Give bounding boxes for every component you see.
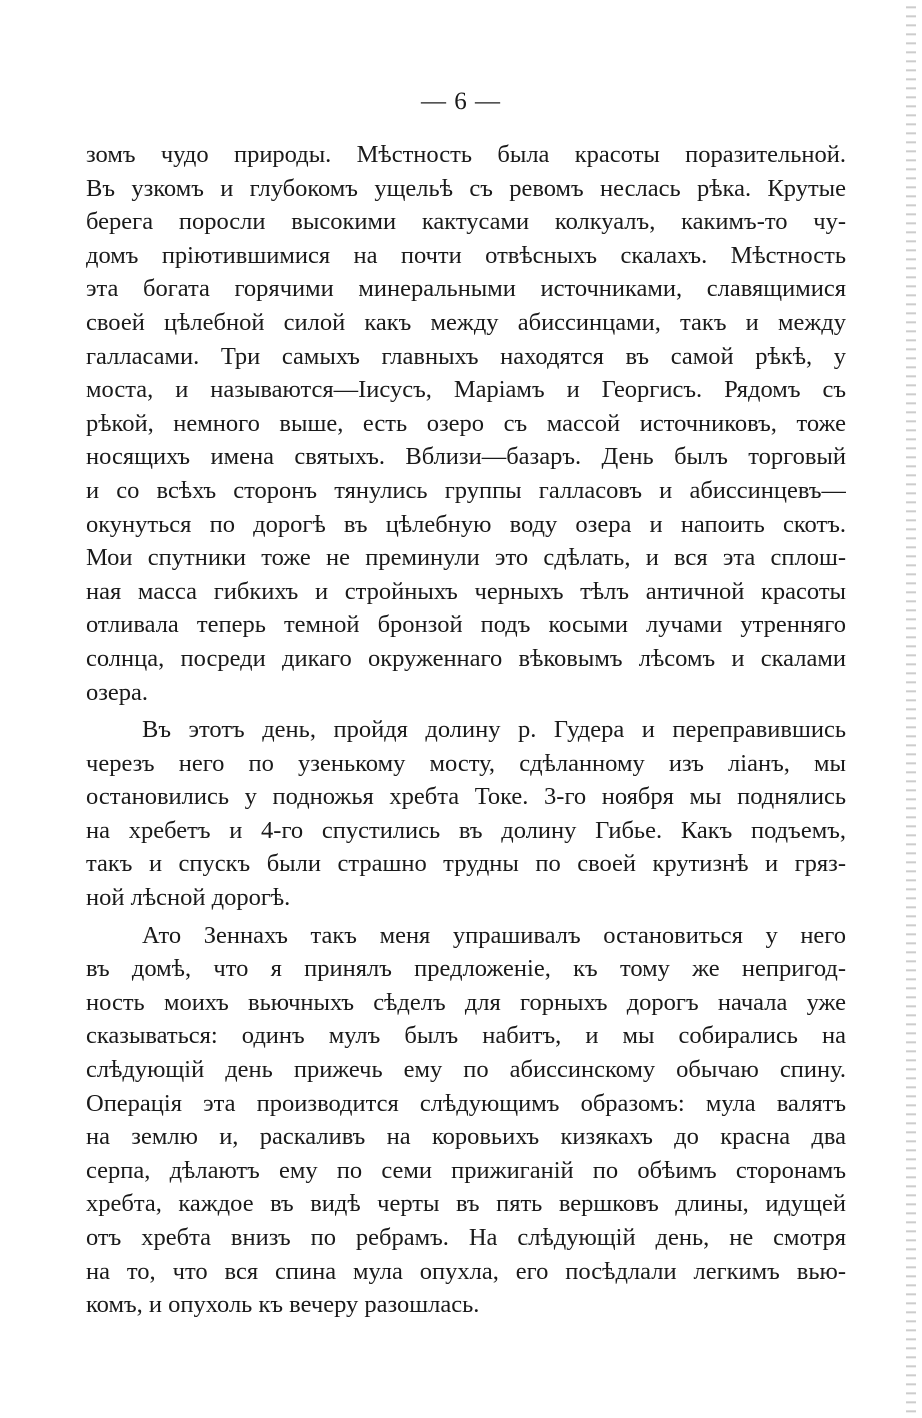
paragraph xyxy=(86,138,846,709)
text-line: Ато Зеннахъ такъ меня упрашивалъ остановиться у него xyxy=(142,921,846,949)
text-line: ность моихъ вьючныхъ сѣделъ для горныхъ дорогъ начала уже xyxy=(86,988,846,1016)
text-line: слѣдующій день прижечь ему по абиссинскому обычаю спину. xyxy=(86,1056,846,1084)
page-number: — 6 — xyxy=(421,88,501,115)
text-line: Въ этотъ день, пройдя долину р. Гудера и переправившись xyxy=(142,716,846,744)
text-line: озера. xyxy=(86,678,149,706)
text-line: ная масса гибкихъ и стройныхъ черныхъ тѣлъ античной красоты xyxy=(86,577,846,605)
text-line: носящихъ имена святыхъ. Вблизи—базаръ. День былъ торговый xyxy=(86,443,846,471)
text-line: галласами. Три самыхъ главныхъ находятся въ самой рѣкѣ, у xyxy=(86,342,846,370)
text-line: хребта, каждое въ видѣ черты въ пять вершковъ длины, идущей xyxy=(86,1190,846,1218)
paragraph xyxy=(86,919,846,1322)
text-line: на землю и, раскаливъ на коровьихъ кизякахъ до красна два xyxy=(86,1123,846,1151)
text-line: и со всѣхъ сторонъ тянулись группы галласовъ и абиссинцевъ— xyxy=(86,476,846,504)
text-line: окунуться по дорогѣ въ цѣлебную воду озера и напоить скотъ. xyxy=(86,510,846,538)
body-text xyxy=(86,138,846,1322)
text-line: остановились у подножья хребта Токе. 3-го ноября мы поднялись xyxy=(86,783,846,811)
text-line: своей цѣлебной силой какъ между абиссинцами, такъ и между xyxy=(86,308,846,336)
text-line: въ домѣ, что я принялъ предложеніе, къ тому же непригод- xyxy=(86,955,846,983)
text-line: берега поросли высокими кактусами колкуалъ, какимъ-то чу- xyxy=(86,208,846,236)
text-line: рѣкой, немного выше, есть озеро съ массой источниковъ, тоже xyxy=(86,409,846,437)
text-line: эта богата горячими минеральными источниками, славящимися xyxy=(86,275,846,303)
scan-edge-artifact xyxy=(906,0,916,1418)
text-line: солнца, посреди дикаго окруженнаго вѣковымъ лѣсомъ и скалами xyxy=(86,644,846,672)
text-line: отливала теперь темной бронзой подъ косыми лучами утренняго xyxy=(86,611,846,639)
text-line: серпа, дѣлаютъ ему по семи прижиганій по обѣимъ сторонамъ xyxy=(86,1156,846,1184)
text-line: на хребетъ и 4-го спустились въ долину Гибье. Какъ подъемъ, xyxy=(86,816,846,844)
text-line: на то, что вся спина мула опухла, его посѣдлали легкимъ вью- xyxy=(86,1257,846,1285)
text-line: домъ пріютившимися на почти отвѣсныхъ скалахъ. Мѣстность xyxy=(86,241,846,269)
paragraph xyxy=(86,713,846,915)
text-line: Мои спутники тоже не преминули это сдѣлать, и вся эта сплош- xyxy=(86,544,846,572)
text-line: зомъ чудо природы. Мѣстность была красоты поразительной. xyxy=(86,141,846,168)
text-line: отъ хребта внизъ по ребрамъ. На слѣдующій день, не смотря xyxy=(86,1224,846,1251)
text-line: комъ, и опухоль къ вечеру разошлась. xyxy=(86,1291,480,1319)
text-line: ной лѣсной дорогѣ. xyxy=(86,884,291,912)
text-line: Въ узкомъ и глубокомъ ущельѣ съ ревомъ неслась рѣка. Крутые xyxy=(86,174,846,202)
text-line: черезъ него по узенькому мосту, сдѣланному изъ ліанъ, мы xyxy=(86,749,846,777)
text-line: моста, и называются—Іисусъ, Маріамъ и Георгисъ. Рядомъ съ xyxy=(86,376,846,404)
text-line: сказываться: одинъ мулъ былъ набитъ, и мы собирались на xyxy=(86,1022,846,1050)
text-line: Операція эта производится слѣдующимъ образомъ: мула валятъ xyxy=(86,1089,846,1117)
text-line: такъ и спускъ были страшно трудны по своей крутизнѣ и гряз- xyxy=(86,850,846,878)
